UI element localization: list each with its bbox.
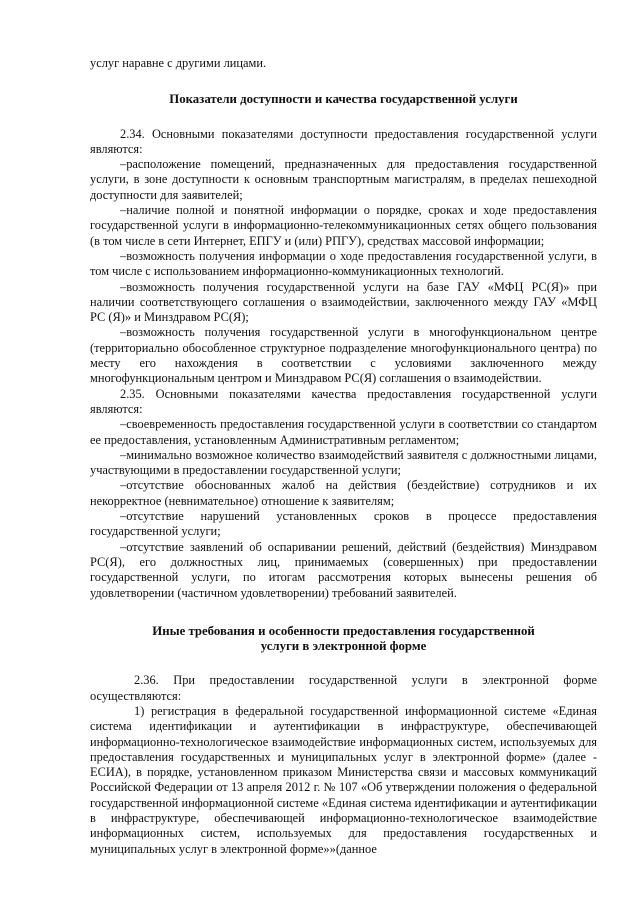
list-item-quality-3: –отсутствие обоснованных жалоб на действия (бездействие) сотрудников и их некорректное (невнимательное) отношение к заявителям;: [90, 478, 597, 508]
paragraph-2-35: 2.35. Основными показателями качества предоставления государственной услуги являются:: [90, 386, 597, 416]
list-item-access-4: –возможность получения государственной услуги на базе ГАУ «МФЦ РС(Я)» при наличии соответствующего соглашения о взаимодействии, заключенного между ГАУ «МФЦ РС (Я)» и Минздравом РС(Я);: [90, 279, 597, 325]
list-item-quality-4: –отсутствие нарушений установленных сроков в процессе предоставления государственной услуги;: [90, 509, 597, 539]
list-item-access-1: –расположение помещений, предназначенных для предоставления государственной услуги, в зоне доступности к основным транспортным магистралям, в пределах пешеходной доступности для заявителей;: [90, 157, 597, 202]
section-heading-electronic-line1: Иные требования и особенности предоставления государственной: [152, 623, 535, 638]
list-item-quality-1: –своевременность предоставления государственной услуги в соответствии со стандартом ее предоставления, установленным Административным регламентом;: [90, 417, 597, 447]
list-item-access-5: –возможность получения государственной услуги в многофункциональном центре (территориально обособленное структурное подразделение многофункционального центра) по месту его нахождения в соответствии с условиями заключенного между многофункциональным центром и Минздравом РС(Я) соглашения о взаимодействии.: [90, 325, 597, 386]
paragraph-2-36: 2.36. При предоставлении государственной услуги в электронной форме осуществляются:: [90, 673, 597, 703]
continuation-text: услуг наравне с другими лицами.: [90, 56, 267, 70]
list-item-quality-5: –отсутствие заявлений об оспаривании решений, действий (бездействия) Минздравом РС(Я), его должностных лиц, принимаемых (совершенных) при предоставлении государственной услуги, по итогам рассмотрения которых вынесены решения об удовлетворении (частичном удовлетворении) требований заявителей.: [90, 539, 597, 600]
paragraph-2-34: 2.34. Основными показателями доступности предоставления государственной услуги являются:: [90, 126, 597, 156]
list-item-access-3: –возможность получения информации о ходе предоставления государственной услуги, в том числе с использованием информационно-коммуникационных технологий.: [90, 248, 597, 279]
section-heading-electronic: [90, 624, 597, 655]
list-item-access-2: –наличие полной и понятной информации о порядке, сроках и ходе предоставления государственной услуги в информационно-телекоммуникационных сетях общего пользования (в том числе в сети Интернет, ЕПГУ и (или) РПГУ), средствах массовой информации;: [90, 203, 597, 248]
list-item-quality-2: –минимально возможное количество взаимодействий заявителя с должностными лицами, участвующими в предоставлении государственной услуги;: [90, 447, 597, 478]
section-heading-electronic-line2: услуги в электронной форме: [260, 639, 427, 654]
list-item-electronic-1: 1) регистрация в федеральной государственной информационной системе «Единая система идентификации и аутентификации в инфраструктуре, обеспечивающей информационно-технологическое взаимодействие информационных систем, используемых для предоставления государственных и муниципальных услуг в электронной форме» (далее - ЕСИА), в порядке, установленном приказом Министерства связи и массовых коммуникаций Российской Федерации от 13 апреля 2012 г. № 107 «Об утверждении положения о федеральной государственной информационной системе «Единая система идентификации и аутентификации в инфраструктуре, обеспечивающей информационно-технологическое взаимодействие информационных систем, используемых для предоставления государственных и муниципальных услуг в электронной форме»»(данное: [90, 703, 597, 856]
section-heading-accessibility: Показатели доступности и качества государственной услуги: [169, 92, 518, 107]
